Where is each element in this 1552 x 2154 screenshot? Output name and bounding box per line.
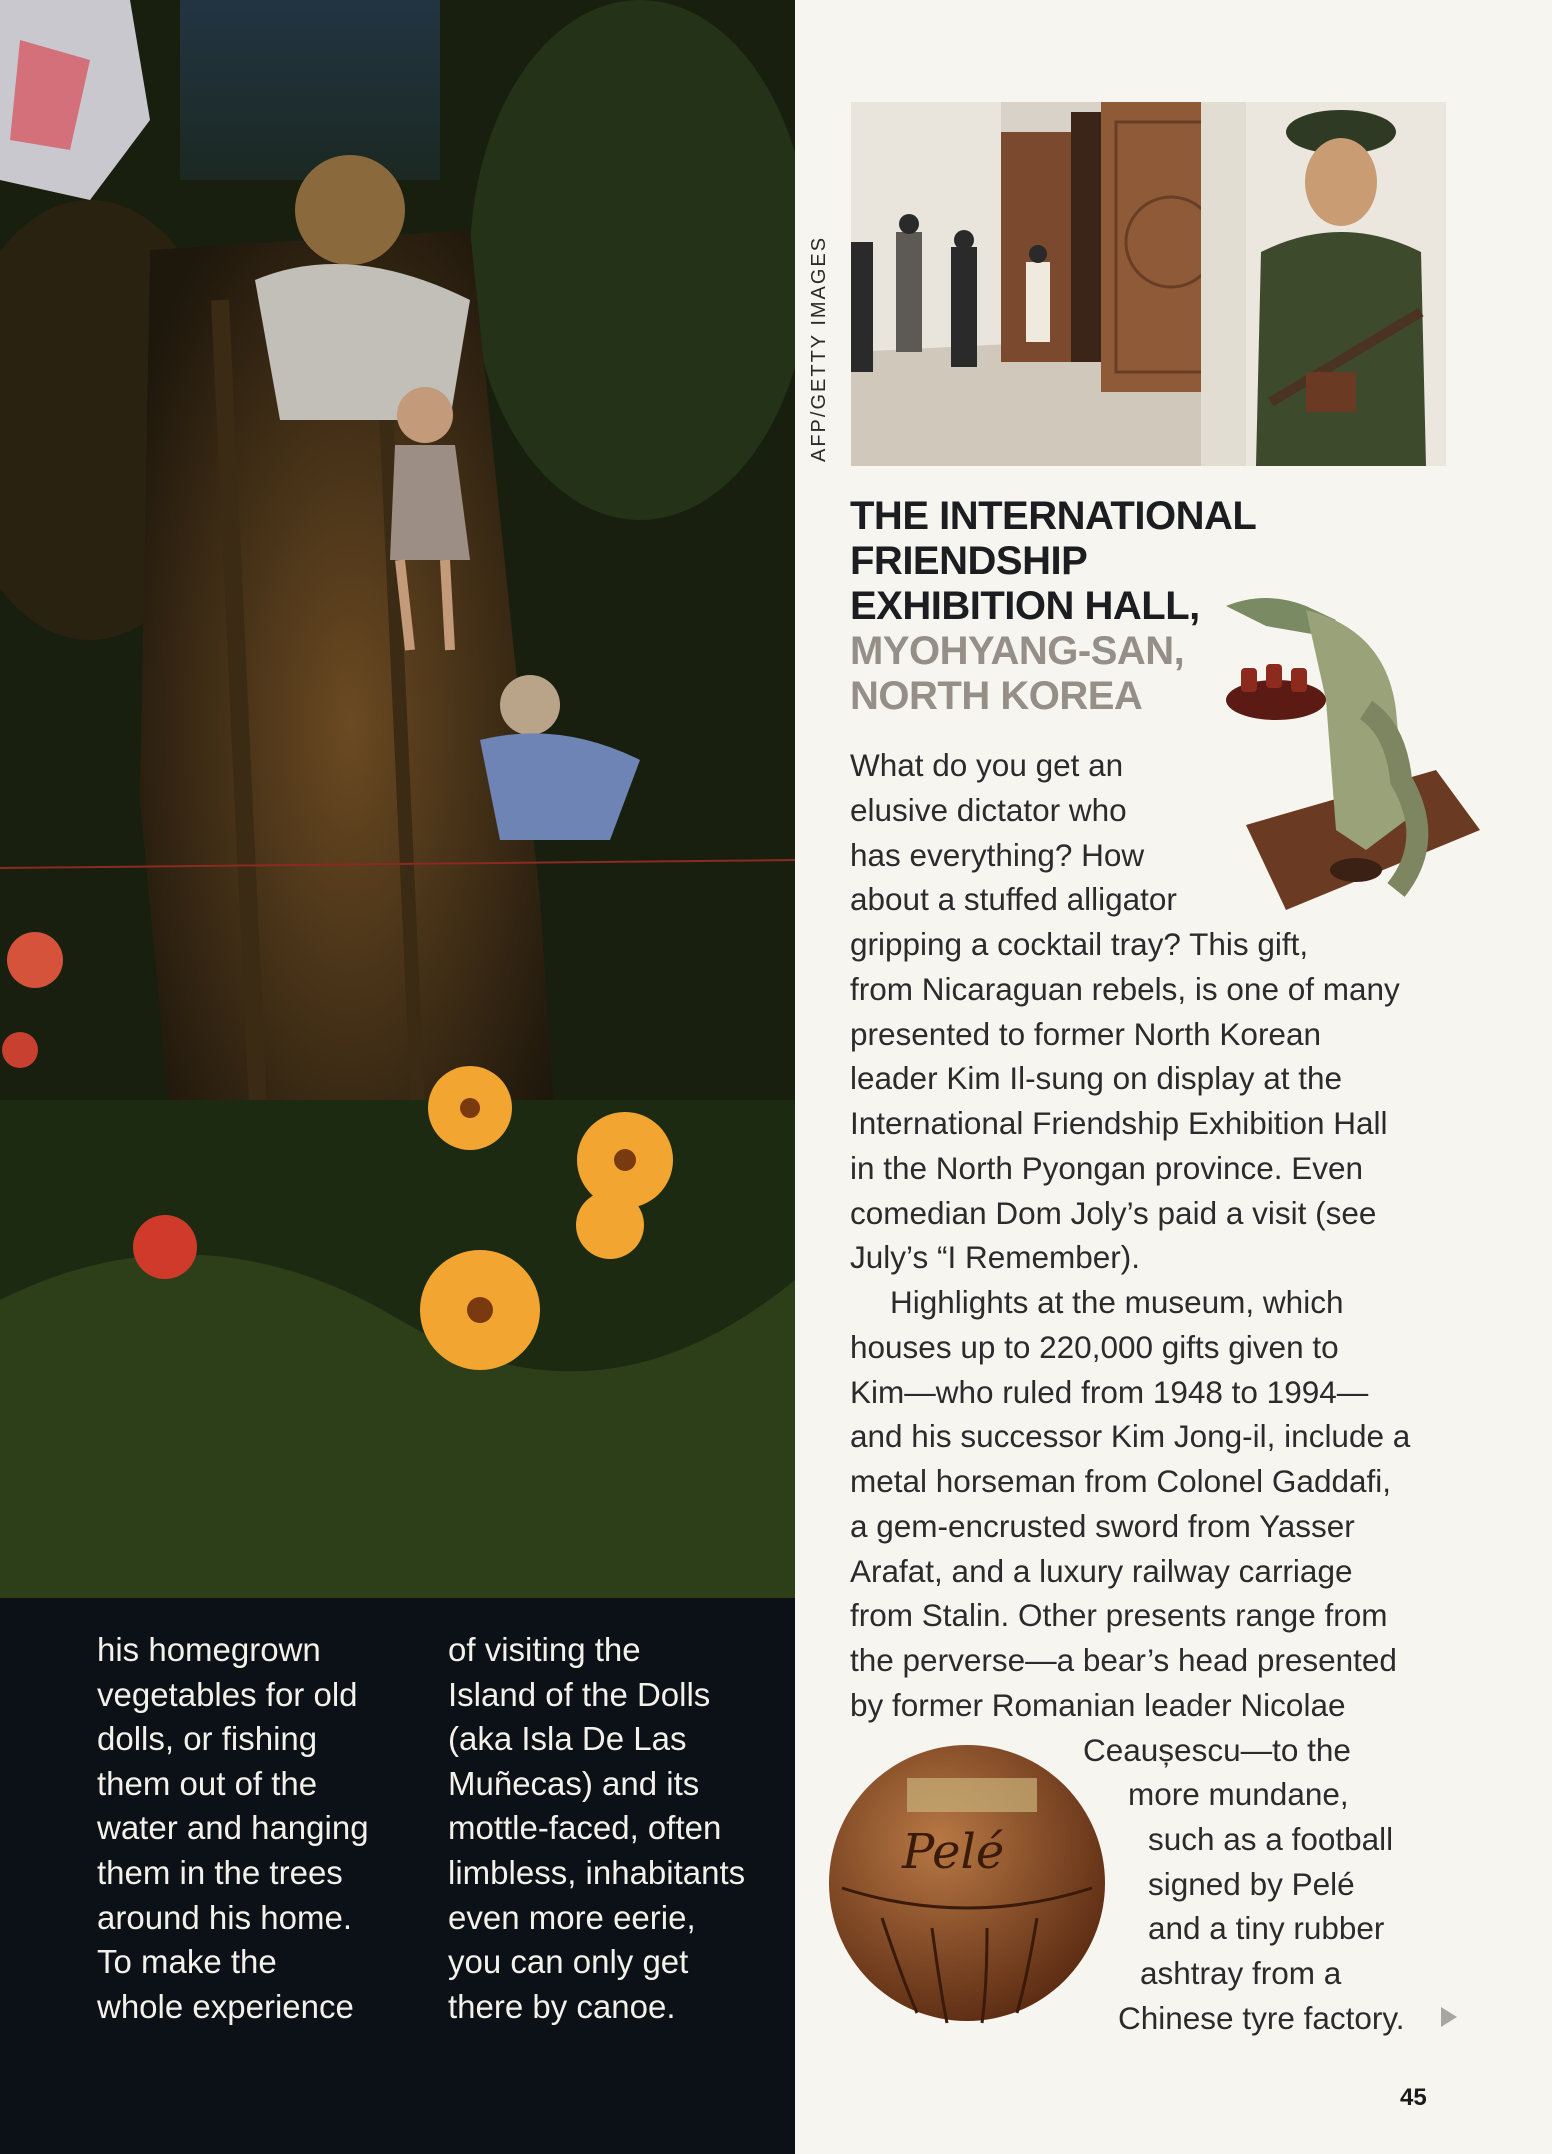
body-line: in the North Pyongan province. Even <box>850 1150 1364 1186</box>
headline-location: MYOHYANG-SAN, <box>850 629 1185 673</box>
body-line: comedian Dom Joly’s paid a visit (see <box>850 1195 1377 1231</box>
body-line: by former Romanian leader Nicolae <box>850 1687 1346 1723</box>
island-of-dolls-photo <box>0 0 795 1598</box>
body-line: more mundane, <box>1128 1776 1349 1812</box>
headline-line: FRIENDSHIP <box>850 539 1088 583</box>
body-line: July’s “I Remember). <box>850 1239 1140 1275</box>
body-line: such as a football <box>1148 1821 1394 1857</box>
body-line: Arafat, and a luxury railway carriage <box>850 1553 1353 1589</box>
football-signature: Pelé <box>902 1824 1005 1880</box>
body-line: and his successor Kim Jong-il, include a <box>850 1418 1411 1454</box>
body-line: ashtray from a <box>1140 1955 1342 1991</box>
body-line: houses up to 220,000 gifts given to <box>850 1329 1339 1365</box>
body-line: International Friendship Exhibition Hall <box>850 1105 1388 1141</box>
body-line: presented to former North Korean <box>850 1016 1321 1052</box>
headline-line: THE INTERNATIONAL <box>850 494 1257 538</box>
alligator-cocktail-tray-photo <box>1226 590 1480 910</box>
pele-signed-football-photo <box>822 1738 1112 2028</box>
body-line: Kim—who ruled from 1948 to 1994— <box>850 1374 1369 1410</box>
exhibition-hall-photo <box>851 102 1446 466</box>
body-line: from Stalin. Other presents range from <box>850 1597 1388 1633</box>
body-line: about a stuffed alligator <box>850 881 1177 917</box>
body-line: leader Kim Il-sung on display at the <box>850 1060 1343 1096</box>
dolls-text-column-1: his homegrown vegetables for old dolls, or fishing them out of the water and hanging them in the trees around his home. To make the whole experience <box>97 1631 369 2025</box>
continue-arrow-icon <box>1439 2005 1459 2029</box>
photo-credit: AFP/GETTY IMAGES <box>808 235 830 462</box>
headline-location: NORTH KOREA <box>850 674 1143 718</box>
body-line: the perverse—a bear’s head presented <box>850 1642 1397 1678</box>
body-line: has everything? How <box>850 837 1145 873</box>
body-line: gripping a cocktail tray? This gift, <box>850 926 1309 962</box>
body-line: elusive dictator who <box>850 792 1127 828</box>
body-line: metal horseman from Colonel Gaddafi, <box>850 1463 1392 1499</box>
headline-line: EXHIBITION HALL, <box>850 584 1200 628</box>
body-line: and a tiny rubber <box>1148 1910 1385 1946</box>
body-line: Ceaușescu—to the <box>1083 1732 1351 1768</box>
body-line: Highlights at the museum, which <box>890 1284 1344 1320</box>
body-line: signed by Pelé <box>1148 1866 1355 1902</box>
body-line: a gem-encrusted sword from Yasser <box>850 1508 1355 1544</box>
body-line: from Nicaraguan rebels, is one of many <box>850 971 1400 1007</box>
body-line: What do you get an <box>850 747 1124 783</box>
body-line: Chinese tyre factory. <box>1118 2000 1405 2036</box>
dolls-text-column-2: of visiting the Island of the Dolls (aka Isla De Las Muñecas) and its mottle-faced, often limbless, inhabitants even more eerie, you can only get there by canoe. <box>448 1631 746 2025</box>
page-number: 45 <box>1400 2084 1427 2111</box>
